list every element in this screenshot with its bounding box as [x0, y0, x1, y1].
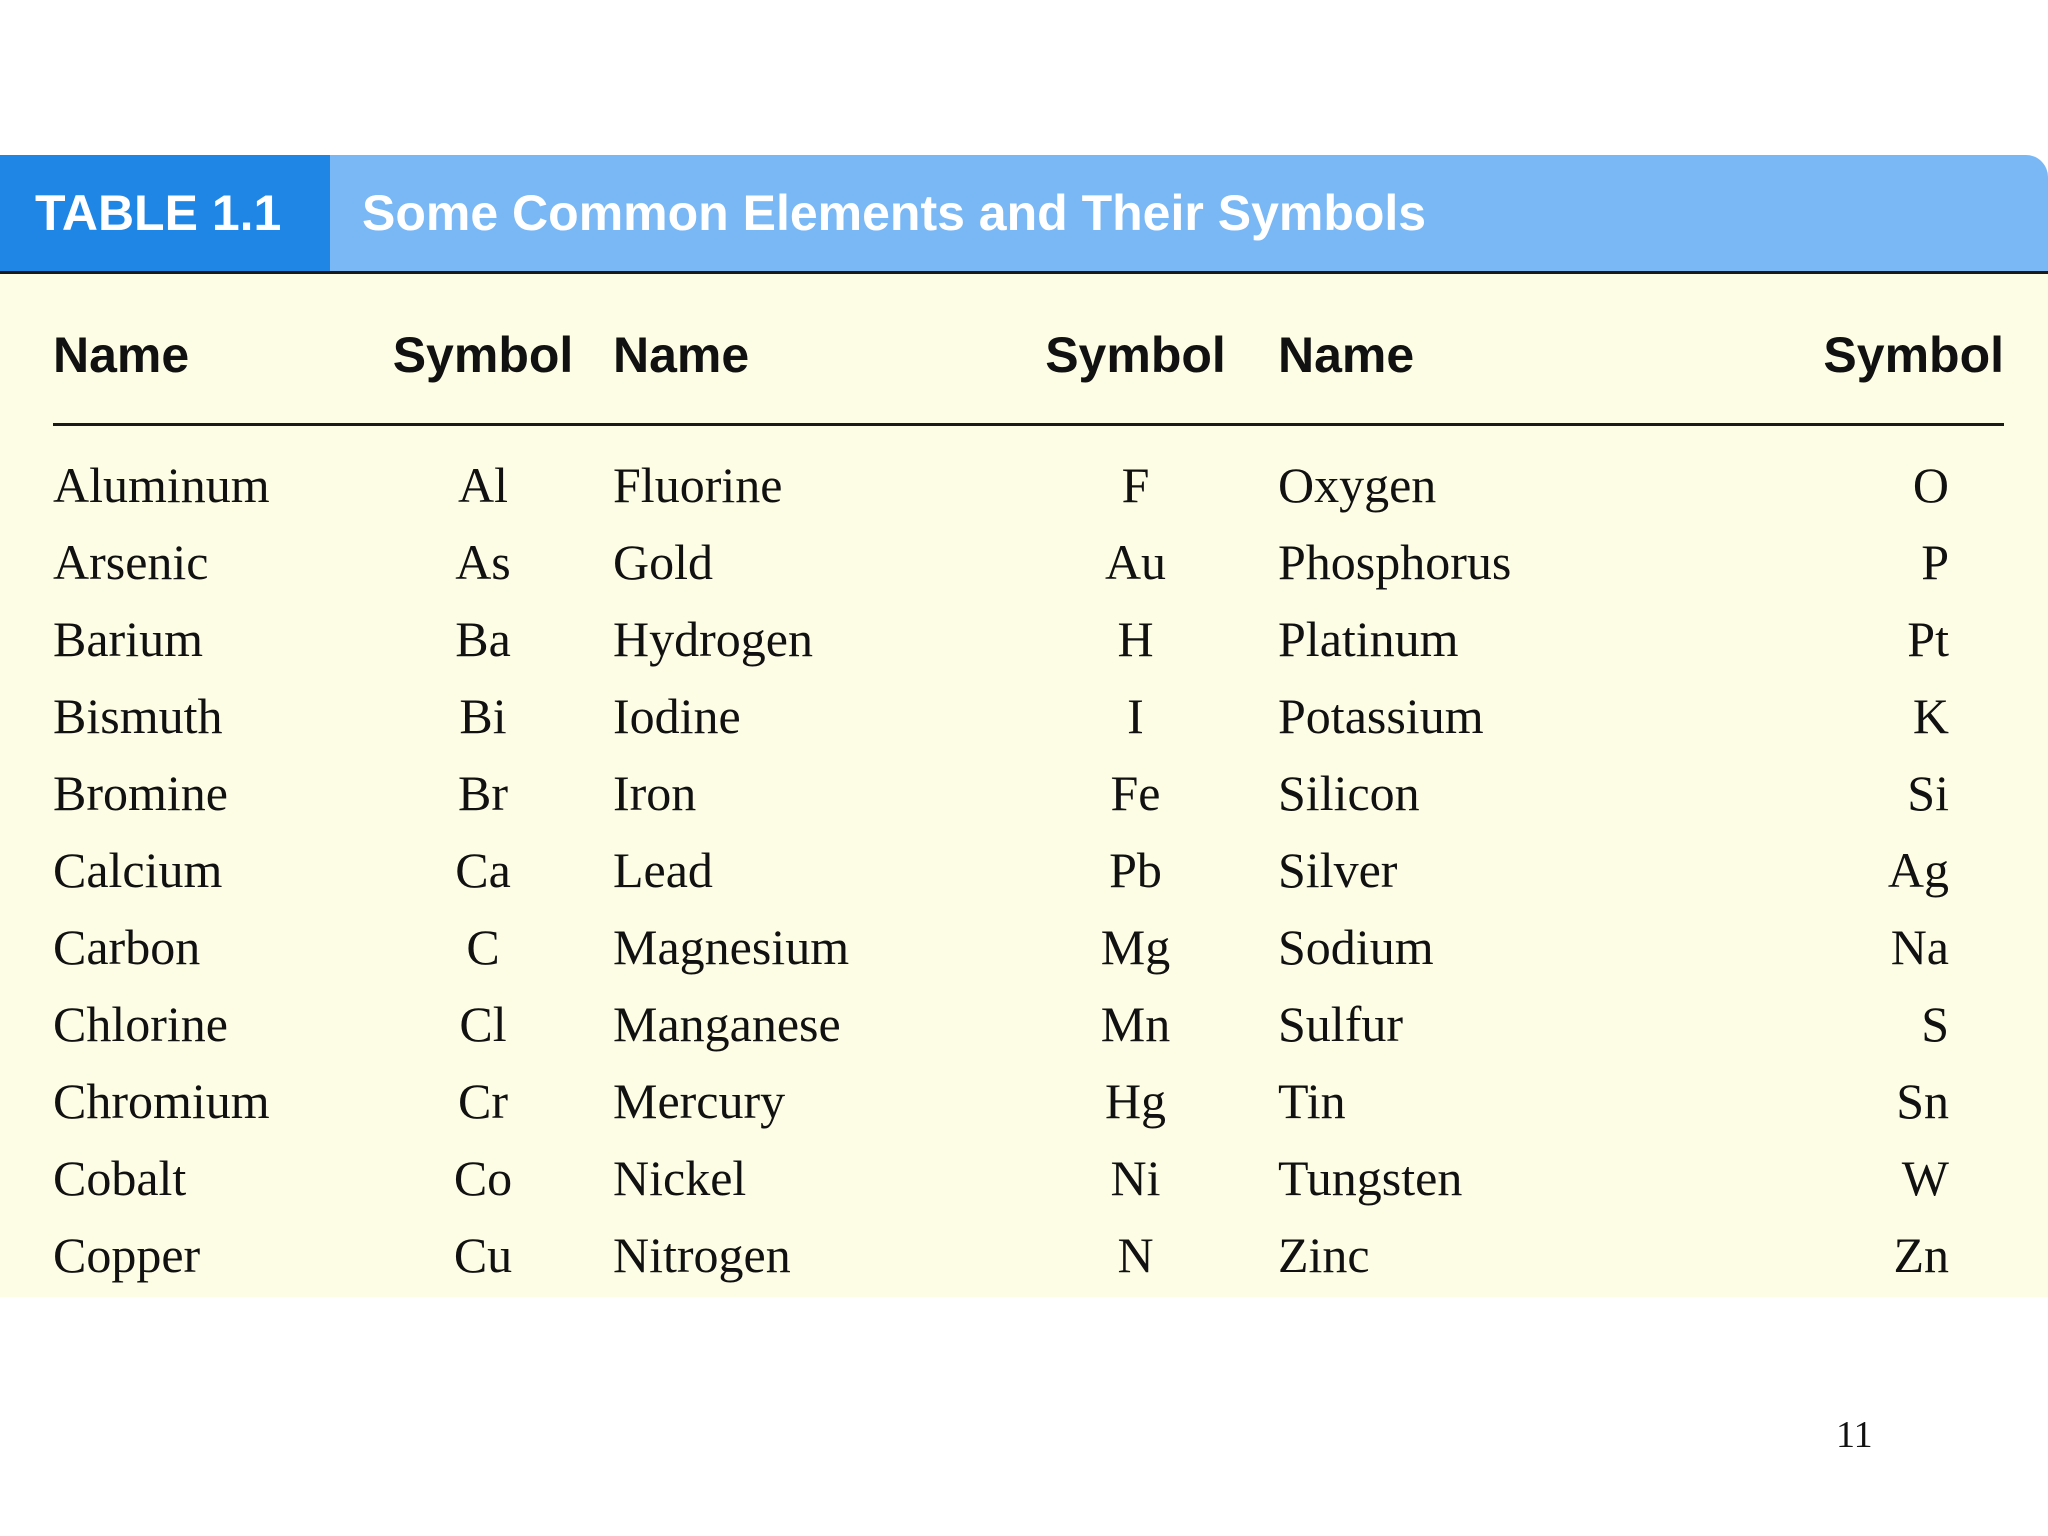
element-symbol: Hg	[1104, 1072, 1167, 1129]
table-number-label: TABLE 1.1	[0, 155, 330, 271]
table-row	[53, 677, 2004, 754]
element-symbol: Co	[453, 1149, 513, 1206]
element-name: Nickel	[613, 1149, 747, 1206]
element-symbol: Ba	[455, 610, 511, 667]
element-name: Arsenic	[53, 533, 209, 590]
table-row	[53, 1216, 2004, 1293]
element-name: Copper	[53, 1226, 201, 1283]
table-body	[0, 274, 2048, 1297]
element-symbol: W	[1901, 1149, 1949, 1206]
element-name: Bromine	[53, 764, 228, 821]
element-symbol: Pt	[1907, 610, 1949, 667]
table-title-bar	[0, 155, 2048, 271]
element-symbol: Fe	[1110, 764, 1161, 821]
element-name: Tin	[1278, 1072, 1346, 1129]
table-row	[53, 600, 2004, 677]
element-name: Magnesium	[613, 918, 850, 975]
column-header-symbol-1: Symbol	[353, 274, 613, 424]
column-header-symbol-3: Symbol	[1658, 274, 2004, 424]
element-name: Iodine	[613, 687, 741, 744]
element-name: Chlorine	[53, 995, 228, 1052]
element-name: Phosphorus	[1278, 533, 1512, 590]
element-symbol: C	[466, 918, 500, 975]
elements-table	[53, 274, 2004, 1293]
element-symbol: Al	[458, 457, 508, 514]
element-symbol: K	[1912, 687, 1949, 744]
element-name: Cobalt	[53, 1149, 187, 1206]
element-symbol: Si	[1907, 764, 1949, 821]
element-symbol: Au	[1104, 533, 1167, 590]
element-symbol: Ca	[455, 841, 511, 898]
element-symbol: Pb	[1109, 841, 1162, 898]
element-symbol: Cr	[458, 1072, 508, 1129]
column-header-name-2: Name	[613, 274, 993, 424]
element-name: Hydrogen	[613, 610, 813, 667]
element-name: Manganese	[613, 995, 841, 1052]
element-name: Platinum	[1278, 610, 1459, 667]
table-row	[53, 424, 2004, 523]
table-row	[53, 908, 2004, 985]
element-name: Zinc	[1278, 1226, 1370, 1283]
element-name: Silicon	[1278, 764, 1420, 821]
element-name: Calcium	[53, 841, 223, 898]
element-symbol: H	[1117, 610, 1154, 667]
element-symbol: As	[455, 533, 511, 590]
element-symbol: Cl	[459, 995, 507, 1052]
element-name: Barium	[53, 610, 203, 667]
table-row	[53, 523, 2004, 600]
element-symbol: Mg	[1100, 918, 1171, 975]
element-symbol: Sn	[1896, 1072, 1949, 1129]
element-symbol: Mn	[1100, 995, 1171, 1052]
element-name: Potassium	[1278, 687, 1484, 744]
element-name: Mercury	[613, 1072, 786, 1129]
element-name: Bismuth	[53, 687, 223, 744]
element-symbol: S	[1921, 995, 1949, 1052]
column-header-name-1: Name	[53, 274, 353, 424]
page-number: 11	[1836, 1414, 1873, 1456]
element-name: Sodium	[1278, 918, 1434, 975]
element-name: Tungsten	[1278, 1149, 1463, 1206]
header-row	[53, 274, 2004, 424]
table-row	[53, 1139, 2004, 1216]
element-name: Nitrogen	[613, 1226, 791, 1283]
table-title: Some Common Elements and Their Symbols	[362, 185, 1427, 241]
element-name: Lead	[613, 841, 713, 898]
element-symbol: Zn	[1893, 1226, 1949, 1283]
element-name: Fluorine	[613, 457, 783, 514]
element-symbol: Br	[458, 764, 508, 821]
element-symbol: O	[1912, 457, 1949, 514]
element-symbol: Cu	[453, 1226, 513, 1283]
element-name: Aluminum	[53, 457, 270, 514]
column-header-name-3: Name	[1278, 274, 1658, 424]
element-symbol: Na	[1890, 918, 1949, 975]
elements-table-panel	[0, 155, 2048, 1297]
table-row	[53, 754, 2004, 831]
table-row	[53, 985, 2004, 1062]
table-rows	[53, 424, 2004, 1293]
element-name: Chromium	[53, 1072, 270, 1129]
table-row	[53, 831, 2004, 908]
element-name: Gold	[613, 533, 713, 590]
element-symbol: Bi	[459, 687, 507, 744]
column-header-symbol-2: Symbol	[993, 274, 1278, 424]
element-symbol: N	[1117, 1226, 1154, 1283]
element-name: Silver	[1278, 841, 1398, 898]
element-name: Iron	[613, 764, 697, 821]
element-symbol: I	[1127, 687, 1144, 744]
element-symbol: P	[1921, 533, 1949, 590]
element-name: Oxygen	[1278, 457, 1437, 514]
element-symbol: F	[1121, 457, 1150, 514]
element-name: Carbon	[53, 918, 201, 975]
table-row	[53, 1062, 2004, 1139]
element-symbol: Ag	[1887, 841, 1949, 898]
element-symbol: Ni	[1110, 1149, 1161, 1206]
element-name: Sulfur	[1278, 995, 1403, 1052]
